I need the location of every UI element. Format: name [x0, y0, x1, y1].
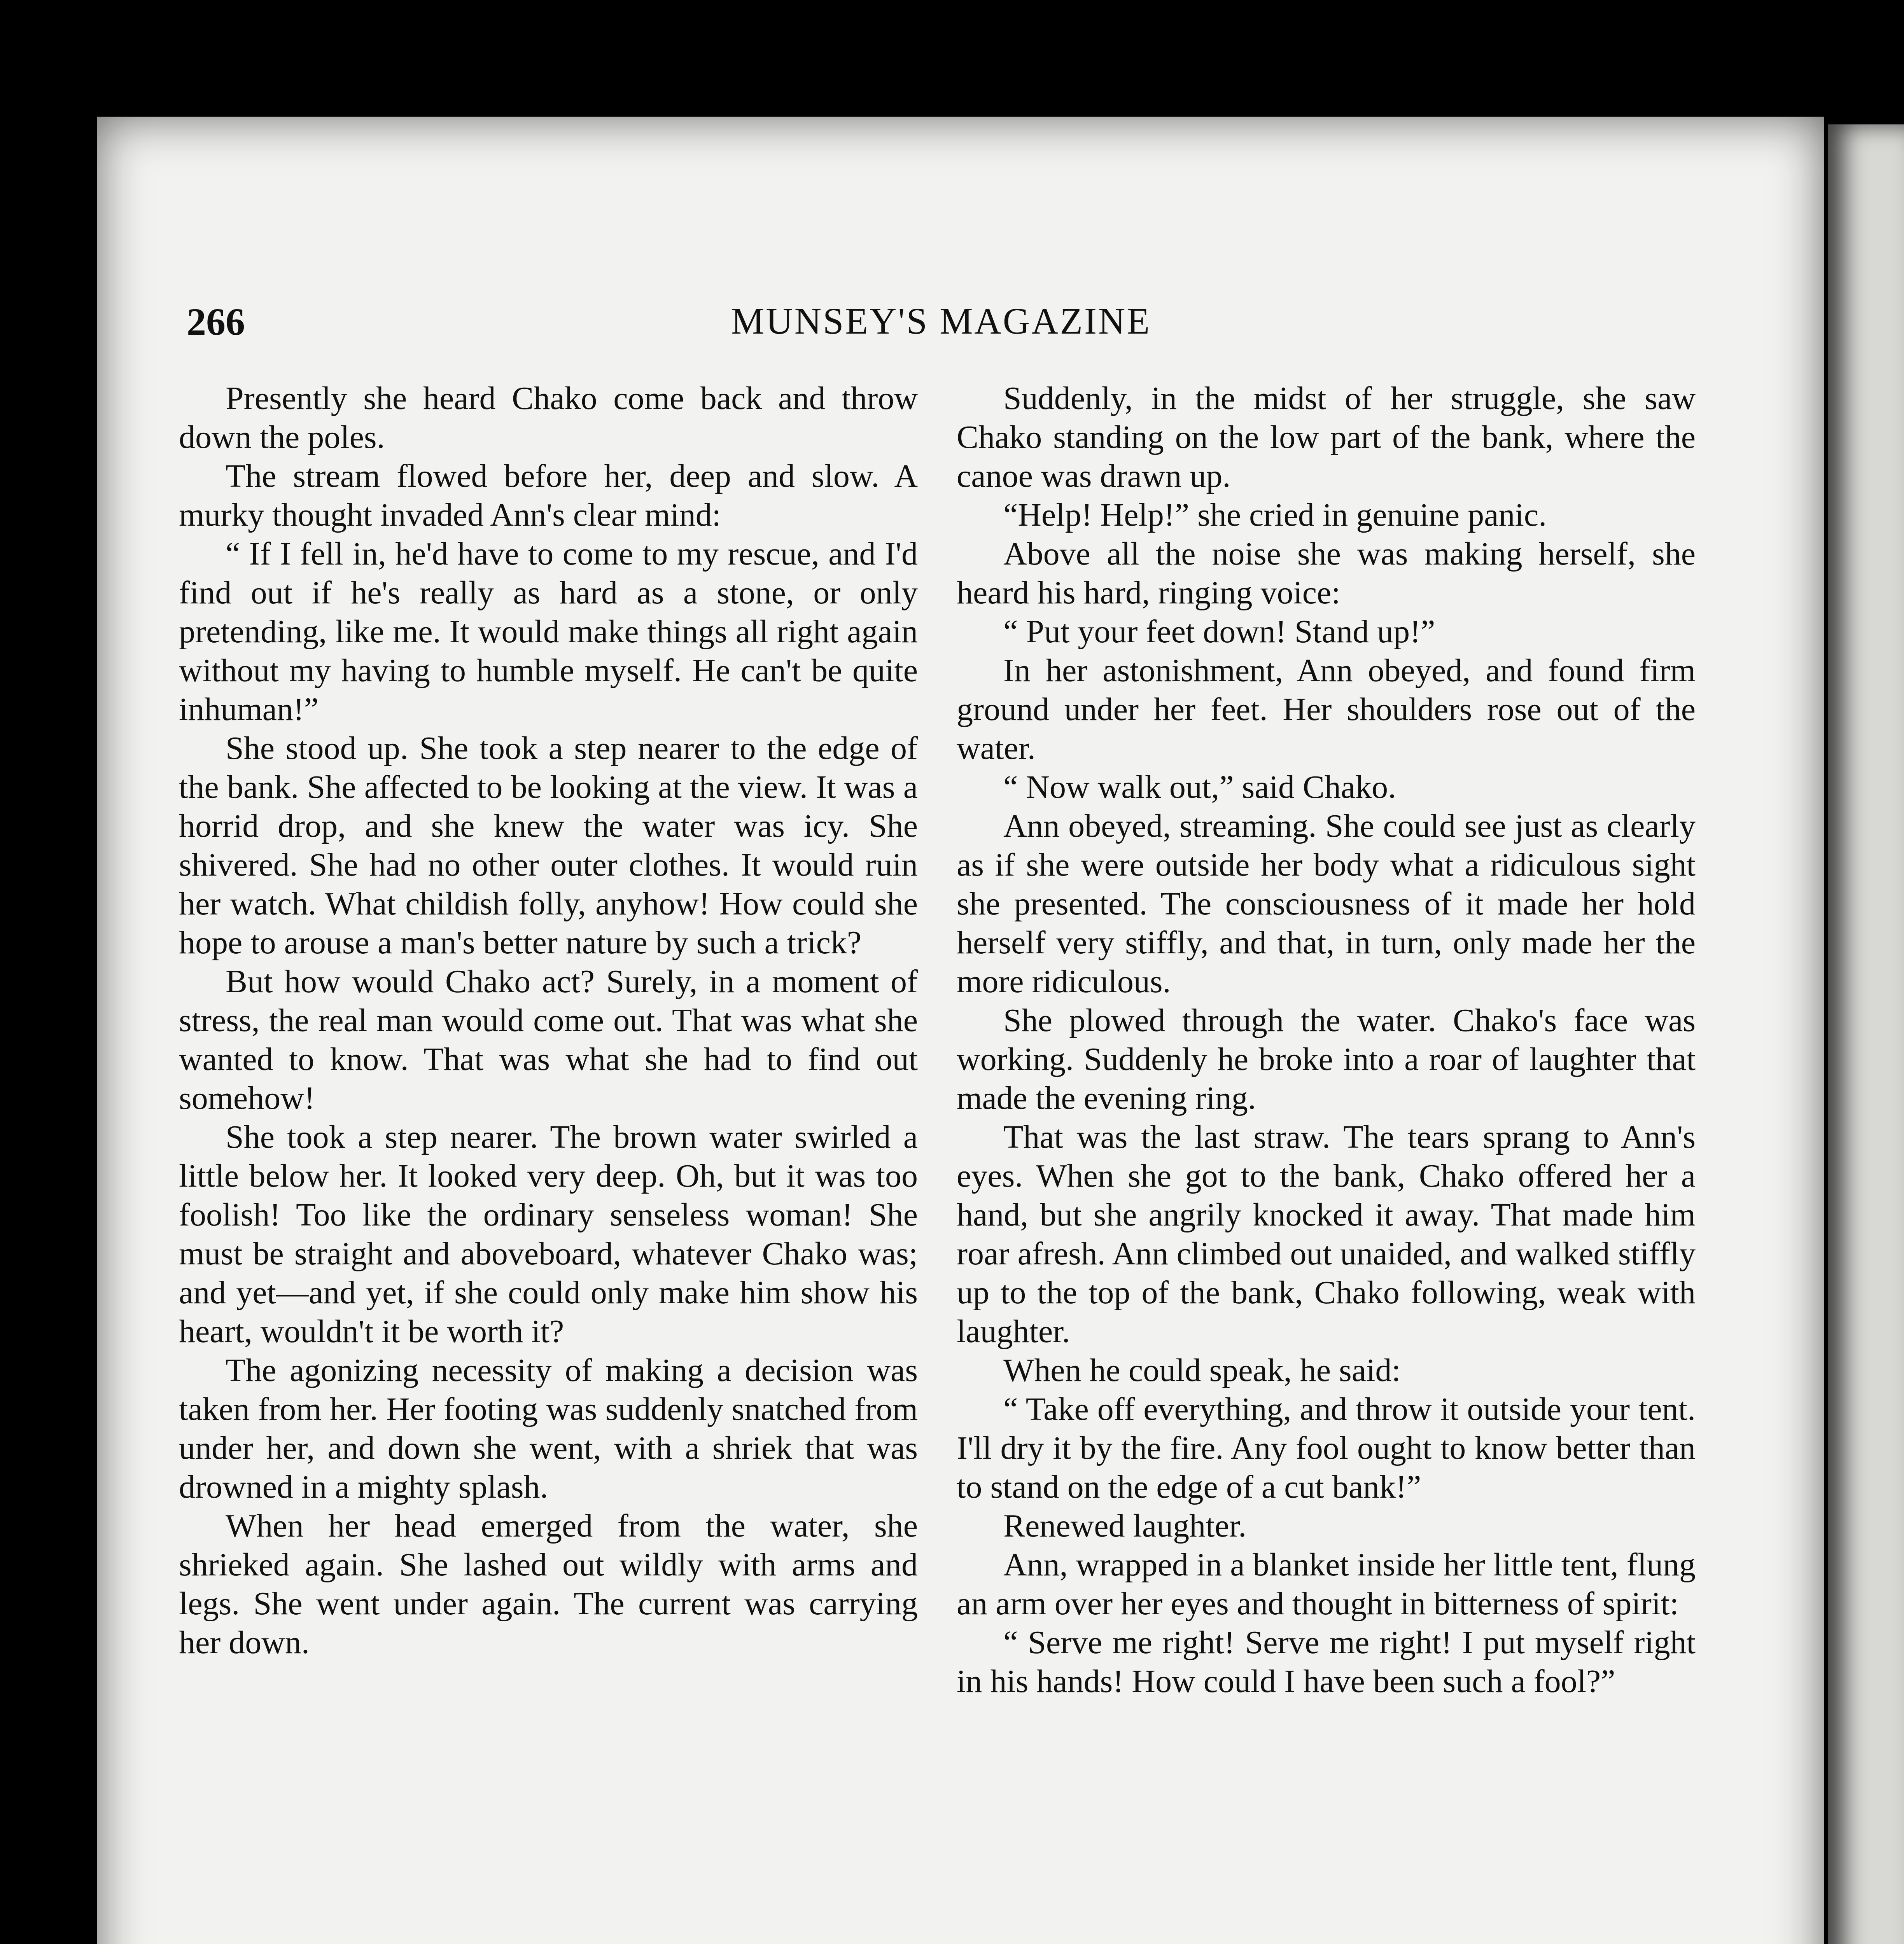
paragraph: But how would Chako act? Surely, in a moment of stress, the real man would come out. That was what she wanted to know. That was what she had to find out somehow! — [179, 963, 918, 1116]
paragraph: “ Put your feet down! Stand up!” — [1003, 614, 1435, 650]
magazine-title: MUNSEY'S MAGAZINE — [731, 300, 1151, 342]
paragraph: She took a step nearer. The brown water swirled a little below her. It looked very deep. Oh, but it was too foolish! Too like the ordinary senseless woman! She must be straight and aboveboard, whatever Chako was; and yet—and yet, if she could only make him show his heart, wouldn't it be worth it? — [179, 1119, 918, 1350]
paragraph: She stood up. She took a step nearer to the edge of the bank. She affected to be looking at the view. It was a horrid drop, and she knew the water was icy. She shivered. She had no other outer clothes. It would ruin her watch. What childish folly, anyhow! How could she hope to arouse a man's better nature by such a trick? — [179, 730, 918, 961]
paragraph: “Help! Help!” she cried in genuine panic. — [1003, 497, 1547, 533]
paragraph: “ Take off everything, and throw it outside your tent. I'll dry it by the fire. Any fool ought to know better than to stand on the edge of a cut bank!” — [957, 1391, 1696, 1505]
running-head — [187, 299, 1696, 346]
page-number: 266 — [187, 300, 245, 343]
paragraph: She plowed through the water. Chako's face was working. Suddenly he broke into a roar of laughter that made the evening ring. — [957, 1002, 1696, 1116]
right-text-column — [957, 379, 1696, 1701]
paragraph: “ Serve me right! Serve me right! I put myself right in his hands! How could I have been such a fool?” — [957, 1624, 1696, 1699]
paragraph: “ Now walk out,” said Chako. — [1003, 769, 1396, 805]
facing-page-edge — [1828, 124, 1904, 1944]
paragraph: Suddenly, in the midst of her struggle, she saw Chako standing on the low part of the bank, where the canoe was drawn up. — [957, 380, 1696, 494]
paragraph: Above all the noise she was making herself, she heard his hard, ringing voice: — [957, 536, 1696, 611]
paragraph: “ If I fell in, he'd have to come to my rescue, and I'd find out if he's really as hard as a stone, or only pretending, like me. It would make things all right again without my having to humble myself. He can't be quite inhuman!” — [179, 536, 918, 727]
paragraph: The agonizing necessity of making a decision was taken from her. Her footing was suddenly snatched from under her, and down she went, with a shriek that was drowned in a mighty splash. — [179, 1352, 918, 1505]
paragraph: In her astonishment, Ann obeyed, and found firm ground under her feet. Her shoulders rose out of the water. — [957, 652, 1696, 766]
paragraph: Renewed laughter. — [1003, 1508, 1247, 1544]
paragraph: The stream flowed before her, deep and slow. A murky thought invaded Ann's clear mind: — [179, 458, 918, 533]
paragraph: That was the last straw. The tears sprang to Ann's eyes. When she got to the bank, Chako offered her a hand, but she angrily knocked it away. That made him roar afresh. Ann climbed out unaided, and walked stiffly up to the top of the bank, Chako following, weak with laughter. — [957, 1119, 1696, 1350]
paragraph: Ann, wrapped in a blanket inside her little tent, flung an arm over her eyes and thought in bitterness of spirit: — [957, 1547, 1696, 1622]
paragraph: When he could speak, he said: — [1003, 1352, 1401, 1388]
paragraph: Presently she heard Chako come back and throw down the poles. — [179, 380, 918, 455]
paragraph: When her head emerged from the water, she shrieked again. She lashed out wildly with arms and legs. She went under again. The current was carrying her down. — [179, 1508, 918, 1661]
paragraph: Ann obeyed, streaming. She could see just as clearly as if she were outside her body what a ridiculous sight she presented. The consciousness of it made her hold herself very stiffly, and that, in turn, only made her the more ridiculous. — [957, 808, 1696, 1000]
left-text-column — [179, 379, 918, 1662]
